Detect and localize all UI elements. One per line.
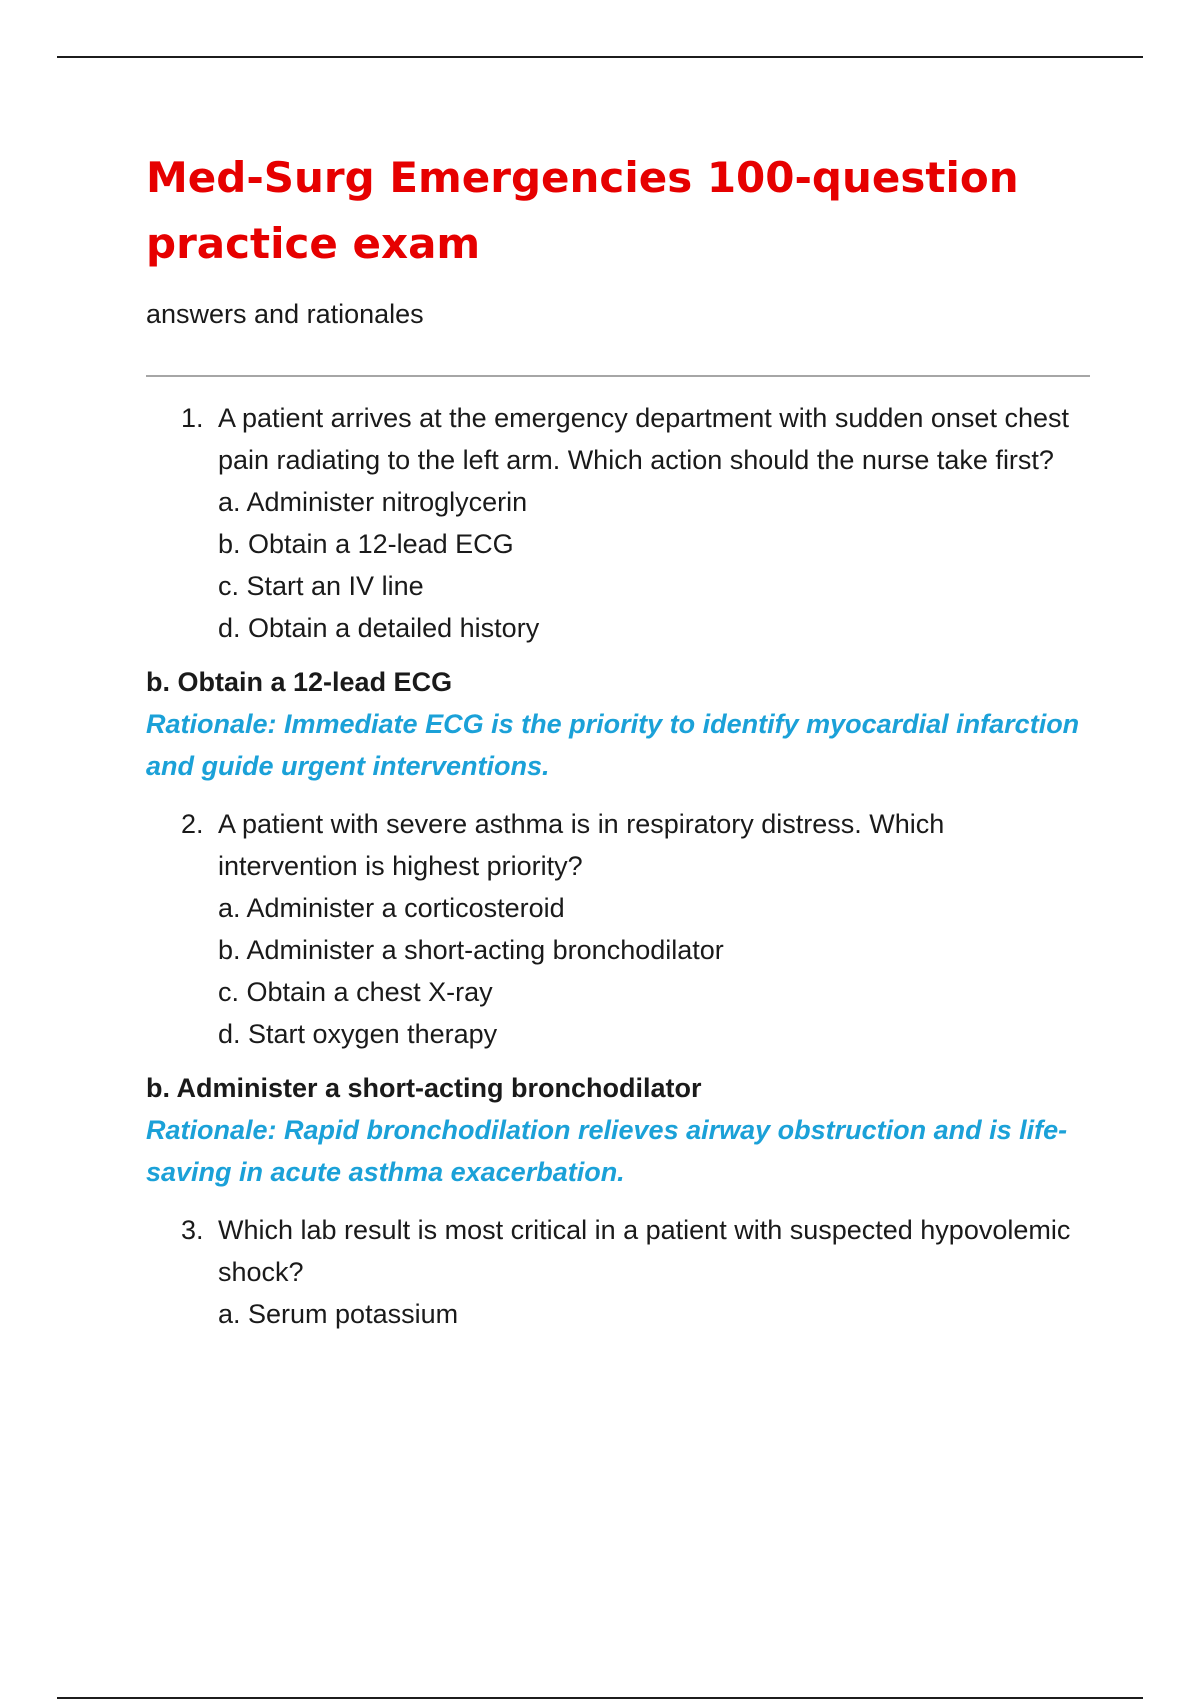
rationale-2: Rationale: Rapid bronchodilation relieves airway obstruction and is life-saving in acute asthma exacerbation.	[146, 1115, 1068, 1187]
answer-option: c. Obtain a chest X-ray	[218, 977, 493, 1007]
question-stem: A patient arrives at the emergency department with sudden onset chest pain radiating to the left arm. Which action should the nurse take first?	[218, 403, 1069, 475]
question-number: 1.	[181, 403, 204, 433]
answer-option: a. Administer nitroglycerin	[218, 487, 528, 517]
question-stem: A patient with severe asthma is in respiratory distress. Which intervention is highest priority?	[218, 809, 945, 881]
question-number: 3.	[181, 1215, 204, 1245]
question-2	[146, 803, 1090, 1055]
answer-option: b. Administer a short-acting bronchodilator	[218, 935, 724, 965]
answer-option: a. Serum potassium	[218, 1299, 459, 1329]
document-subtitle: answers and rationales	[146, 299, 424, 329]
answer-option: d. Obtain a detailed history	[218, 613, 540, 643]
question-body	[218, 1209, 1090, 1335]
page-bottom-rule	[57, 1697, 1143, 1699]
rationale-1: Rationale: Immediate ECG is the priority to identify myocardial infarction and guide urgent interventions.	[146, 709, 1080, 781]
question-body	[218, 397, 1090, 649]
section-divider	[146, 375, 1090, 377]
answer-option: b. Obtain a 12-lead ECG	[218, 529, 514, 559]
page-content	[146, 145, 1090, 1335]
document-title-line-2: practice exam	[146, 219, 481, 268]
question-number: 2.	[181, 809, 204, 839]
document-title	[146, 145, 1090, 277]
question-body	[218, 803, 1090, 1055]
document-title-line-1: Med-Surg Emergencies 100-question	[146, 153, 1019, 202]
answer-option: a. Administer a corticosteroid	[218, 893, 565, 923]
answer-option: d. Start oxygen therapy	[218, 1019, 498, 1049]
question-1	[146, 397, 1090, 649]
correct-answer-2: b. Administer a short-acting bronchodilator	[146, 1073, 702, 1103]
question-3	[146, 1209, 1090, 1335]
question-stem: Which lab result is most critical in a patient with suspected hypovolemic shock?	[218, 1215, 1071, 1287]
correct-answer-1: b. Obtain a 12-lead ECG	[146, 667, 453, 697]
page-top-rule	[57, 56, 1143, 58]
answer-option: c. Start an IV line	[218, 571, 424, 601]
